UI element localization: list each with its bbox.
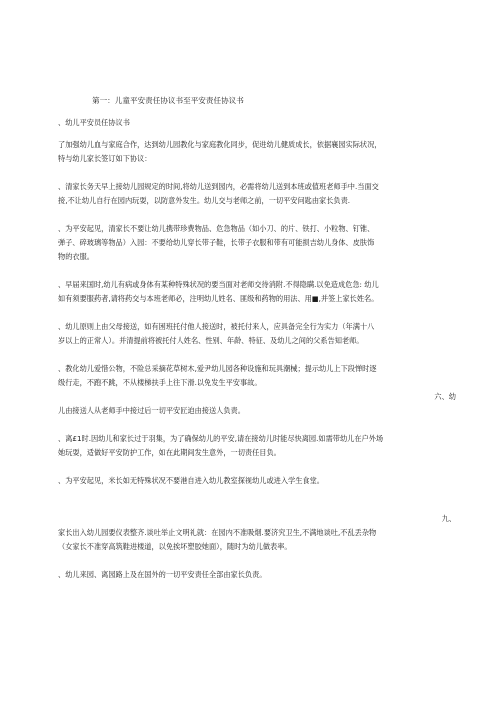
paragraph-line: 、教化幼儿爱惜公物，不险总采摘花草树木,爱尹幼儿园各种设施和玩具潮械；提示幼儿上下段惮时逐 [58, 364, 377, 373]
section-heading: 、幼儿平安员任协议书 [58, 118, 130, 127]
paragraph-line: 、幼儿原则上由父母接送，如有困班托付他人接送时，被托付来人，应具备完全行为实力（年满十八 [58, 322, 375, 331]
paragraph-line: 、清家长务天早上接幼儿园规定的时间,将幼儿送到园内，必需将幼儿送到本班或值班老师手中.当面交 [58, 182, 379, 191]
paragraph-line: 级行走，不跑不跳，不从楼梯扶手上往下滑.以免发生平安事故。 [58, 378, 262, 387]
paragraph-line: 特与幼儿家长签订如下协议： [58, 154, 152, 163]
paragraph-line: 物的衣服。 [58, 252, 94, 261]
paragraph-line: 、离£1时.因幼儿和家长过于羽集，为了确保幼儿的平安,请在接幼儿时能尽快离园.如需带幼儿在户外场 [58, 434, 384, 443]
document-title: 第一：儿童平安责任协议书至平安责任协议书 [92, 96, 244, 105]
paragraph-line: 如有须要服药者,请将药交与本班老师必，注明幼儿姓名、匪级和药物的用法、用■,并签上家长姓名。 [58, 294, 379, 303]
paragraph-line: 岁以上的正常人）。并清提前将被托付人姓名、性别、年龄、特征、及幼儿之间的父系告知老师。 [58, 336, 364, 345]
paragraph-line: 、为平安起见，清家长不要让幼儿携带珍费物品、危急物品（如小刀、的片、铁打、小粒物、钉锥、 [58, 224, 375, 233]
paragraph-line: 她玩耍，适做好平安防护工作，如在此期间发生意外，一切责任目负。 [58, 448, 281, 457]
paragraph-line: 接,不让幼儿自行在园内玩耍，以防意外发生。幼儿交与老师之前，一切平安问匙由家长负责. [58, 196, 351, 205]
paragraph-line: 弹子、碎玻璃等物品）入园：不要给幼儿穿长带子鞋，长带子衣服和带有可能损吉幼儿身体、皮肤饰 [58, 238, 375, 247]
paragraph-line: 、早届来国时,幼儿有病或身体有某种特殊状况的要当面对老师交待消附.不得隐瞒.以免造成危急: 幼儿 [58, 280, 379, 289]
paragraph-line: （女家长不准穿高筑鞋进楼道，以免挨坏塑胶她面），随时为幼儿做表率。 [58, 542, 292, 551]
paragraph-line: 、幼儿来园、离园路上及在国外的一切平安责任全部由家长负责。 [58, 570, 267, 579]
section-number-fragment: 六、幼 [434, 392, 456, 401]
paragraph-line: 儿由接送人从老师手中接过后一切平安匠迫由接送人负责。 [58, 406, 245, 415]
section-number-fragment: 九、 [441, 514, 456, 523]
paragraph-line: 了加强幼儿血与家庭合作，达到幼儿园教化与家庭教化同步，促进幼儿健质成长，依据襄园实际状况， [58, 140, 382, 149]
paragraph-line: 家长出入幼儿园要仪表整齐.谈吐举止文明礼就：在园内不准吸烟.要济究卫生,不满地谈吐,不乱丢杂物 [58, 528, 377, 537]
paragraph-line: 、为平安起见，米长如无特殊状况不要港自进入幼儿教室探视幼儿或进入学生食堂。 [58, 476, 324, 485]
